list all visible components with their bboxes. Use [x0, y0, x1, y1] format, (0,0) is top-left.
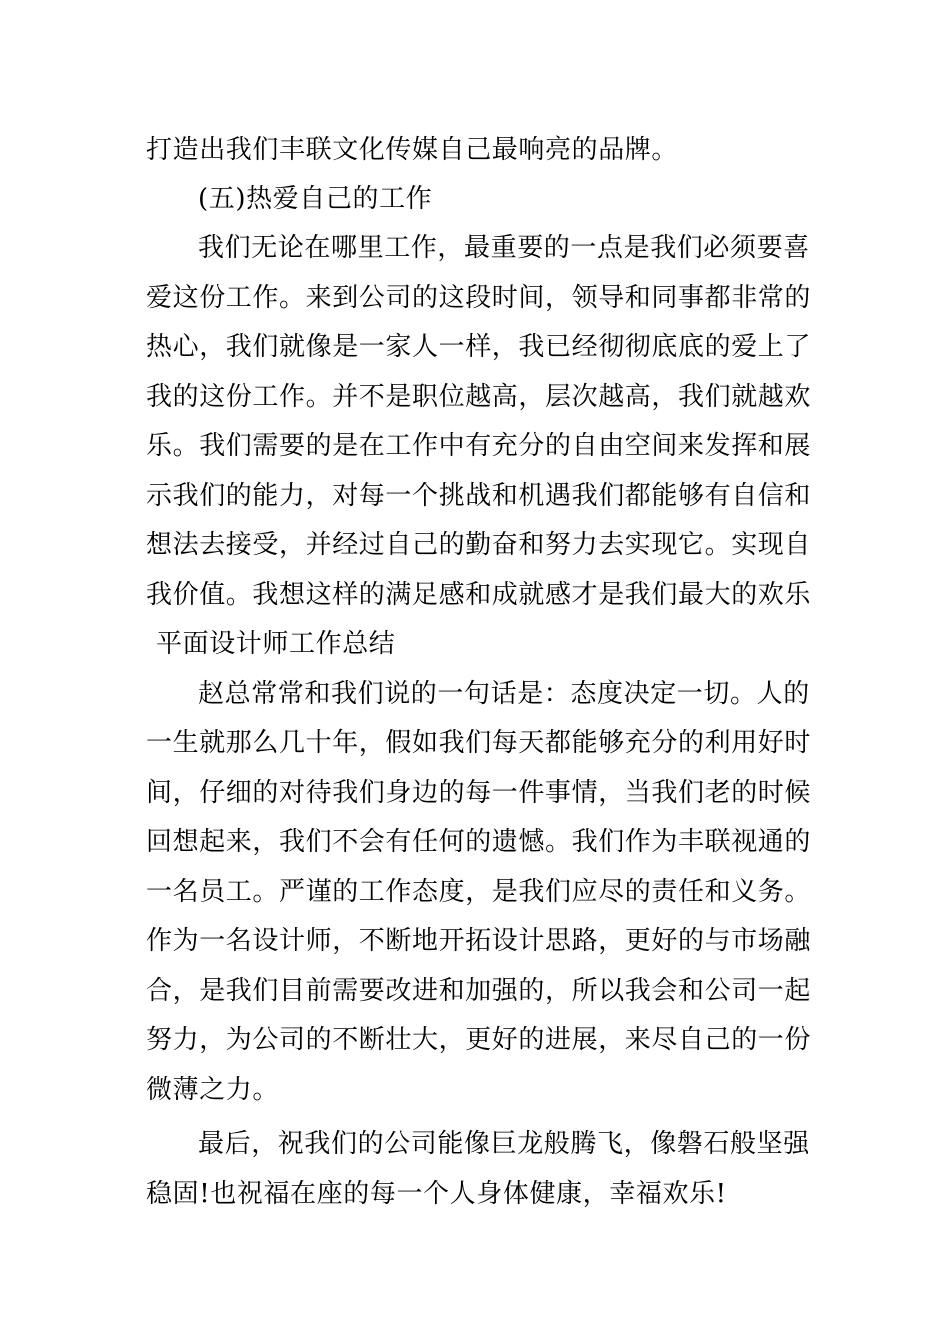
text-line: 乐。我们需要的是在工作中有充分的自由空间来发挥和展	[146, 431, 812, 461]
text-line: 想法去接受，并经过自己的勤奋和努力去实现它。实现自	[146, 530, 812, 560]
text-line: 打造出我们丰联文化传媒自己最响亮的品牌。	[146, 135, 679, 165]
section-heading: (五)热爱自己的工作	[198, 184, 433, 214]
text-line: 微薄之力。	[146, 1075, 280, 1105]
text-line: 热心，我们就像是一家人一样，我已经彻彻底底的爱上了	[146, 332, 812, 362]
text-line: 努力，为公司的不断壮大，更好的进展，来尽自己的一份	[146, 1025, 812, 1055]
text-line: 一生就那么几十年，假如我们每天都能够充分的利用好时	[146, 728, 812, 758]
text-line: 合，是我们目前需要改进和加强的，所以我会和公司一起	[146, 976, 812, 1006]
text-line: 稳固!也祝福在座的每一个人身体健康，幸福欢乐!	[146, 1179, 727, 1209]
text-line: 作为一名设计师，不断地开拓设计思路，更好的与市场融	[146, 926, 812, 956]
text-line: 最后，祝我们的公司能像巨龙般腾飞，像磐石般坚强	[198, 1129, 810, 1159]
text-line: 平面设计师工作总结	[156, 629, 396, 659]
text-line: 间，仔细的对待我们身边的每一件事情，当我们老的时候	[146, 778, 812, 808]
text-line: 赵总常常和我们说的一句话是：态度决定一切。人的	[198, 679, 810, 709]
text-line: 我价值。我想这样的满足感和成就感才是我们最大的欢乐	[146, 580, 812, 610]
text-line: 示我们的能力，对每一个挑战和机遇我们都能够有自信和	[146, 481, 812, 511]
text-line: 回想起来，我们不会有任何的遗憾。我们作为丰联视通的	[146, 827, 812, 857]
text-line: 我的这份工作。并不是职位越高，层次越高，我们就越欢	[146, 382, 812, 412]
text-line: 一名员工。严谨的工作态度，是我们应尽的责任和义务。	[146, 877, 812, 907]
text-line: 我们无论在哪里工作，最重要的一点是我们必须要喜	[198, 233, 810, 263]
text-line: 爱这份工作。来到公司的这段时间，领导和同事都非常的	[146, 283, 812, 313]
